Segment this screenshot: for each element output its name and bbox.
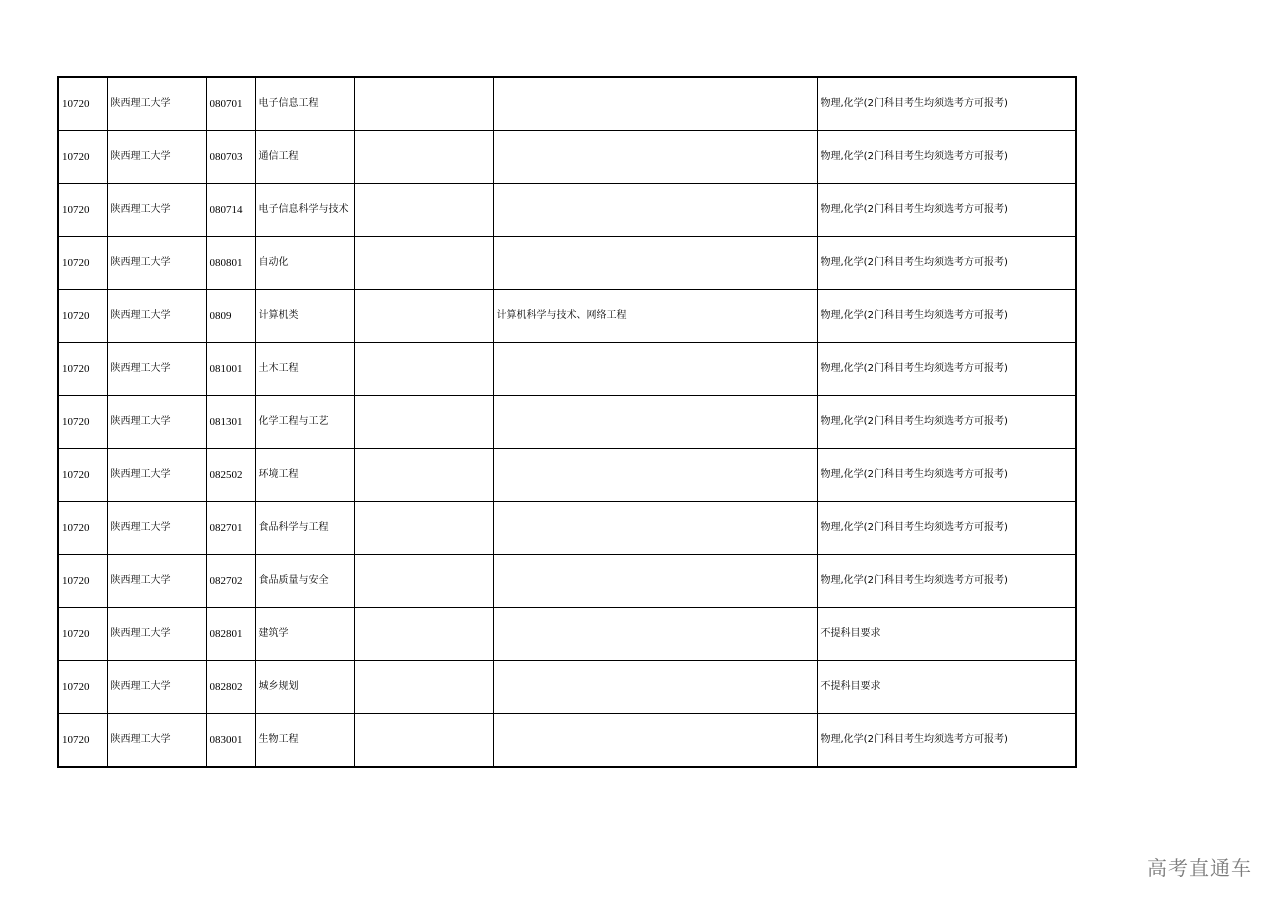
empty-cell: [354, 343, 493, 396]
subject-requirement-cell: 物理,化学(2门科目考生均须选考方可报考): [817, 396, 1076, 449]
empty-cell: [354, 608, 493, 661]
table-row: [58, 131, 1076, 184]
subject-requirement-cell: 不提科目要求: [817, 608, 1076, 661]
subject-requirement-cell: 物理,化学(2门科目考生均须选考方可报考): [817, 184, 1076, 237]
school-name-cell: 陕西理工大学: [107, 184, 206, 237]
school-name-cell: 陕西理工大学: [107, 343, 206, 396]
major-code-cell: 082502: [206, 449, 255, 502]
school-name-cell: 陕西理工大学: [107, 502, 206, 555]
included-majors-cell: [493, 131, 817, 184]
table-row: [58, 237, 1076, 290]
empty-cell: [354, 290, 493, 343]
empty-cell: [354, 661, 493, 714]
included-majors-cell: [493, 608, 817, 661]
school-name-cell: 陕西理工大学: [107, 714, 206, 768]
table-row: [58, 555, 1076, 608]
empty-cell: [354, 555, 493, 608]
school-code-cell: 10720: [58, 343, 107, 396]
major-name-cell: 食品质量与安全: [255, 555, 354, 608]
school-name-cell: 陕西理工大学: [107, 449, 206, 502]
school-code-cell: 10720: [58, 131, 107, 184]
major-code-cell: 083001: [206, 714, 255, 768]
included-majors-cell: [493, 714, 817, 768]
school-name-cell: 陕西理工大学: [107, 608, 206, 661]
major-code-cell: 082802: [206, 661, 255, 714]
major-code-cell: 081301: [206, 396, 255, 449]
subject-requirement-cell: 物理,化学(2门科目考生均须选考方可报考): [817, 502, 1076, 555]
table-body: [58, 77, 1076, 767]
major-code-cell: 081001: [206, 343, 255, 396]
school-code-cell: 10720: [58, 237, 107, 290]
included-majors-cell: 计算机科学与技术、网络工程: [493, 290, 817, 343]
subject-requirement-cell: 物理,化学(2门科目考生均须选考方可报考): [817, 77, 1076, 131]
subject-requirement-cell: 物理,化学(2门科目考生均须选考方可报考): [817, 449, 1076, 502]
major-name-cell: 通信工程: [255, 131, 354, 184]
table-row: [58, 343, 1076, 396]
included-majors-cell: [493, 502, 817, 555]
table-row: [58, 608, 1076, 661]
empty-cell: [354, 237, 493, 290]
watermark-text: 高考直通车: [1147, 856, 1252, 880]
included-majors-cell: [493, 343, 817, 396]
major-code-cell: 0809: [206, 290, 255, 343]
school-name-cell: 陕西理工大学: [107, 290, 206, 343]
included-majors-cell: [493, 184, 817, 237]
major-code-cell: 082801: [206, 608, 255, 661]
school-code-cell: 10720: [58, 661, 107, 714]
major-name-cell: 化学工程与工艺: [255, 396, 354, 449]
school-code-cell: 10720: [58, 714, 107, 768]
included-majors-cell: [493, 396, 817, 449]
included-majors-cell: [493, 661, 817, 714]
table-row: [58, 184, 1076, 237]
major-name-cell: 土木工程: [255, 343, 354, 396]
subject-requirement-cell: 不提科目要求: [817, 661, 1076, 714]
school-name-cell: 陕西理工大学: [107, 131, 206, 184]
major-name-cell: 城乡规划: [255, 661, 354, 714]
school-name-cell: 陕西理工大学: [107, 396, 206, 449]
major-code-cell: 082701: [206, 502, 255, 555]
major-name-cell: 生物工程: [255, 714, 354, 768]
subject-requirement-cell: 物理,化学(2门科目考生均须选考方可报考): [817, 131, 1076, 184]
empty-cell: [354, 396, 493, 449]
empty-cell: [354, 714, 493, 768]
subject-requirement-cell: 物理,化学(2门科目考生均须选考方可报考): [817, 237, 1076, 290]
table-row: [58, 714, 1076, 768]
school-name-cell: 陕西理工大学: [107, 77, 206, 131]
subject-requirement-cell: 物理,化学(2门科目考生均须选考方可报考): [817, 343, 1076, 396]
major-code-cell: 082702: [206, 555, 255, 608]
table-row: [58, 661, 1076, 714]
table-row: [58, 502, 1076, 555]
major-name-cell: 电子信息科学与技术: [255, 184, 354, 237]
major-name-cell: 环境工程: [255, 449, 354, 502]
included-majors-cell: [493, 237, 817, 290]
school-code-cell: 10720: [58, 77, 107, 131]
major-name-cell: 电子信息工程: [255, 77, 354, 131]
school-code-cell: 10720: [58, 449, 107, 502]
school-code-cell: 10720: [58, 396, 107, 449]
included-majors-cell: [493, 555, 817, 608]
empty-cell: [354, 502, 493, 555]
subject-requirement-cell: 物理,化学(2门科目考生均须选考方可报考): [817, 290, 1076, 343]
table-row: [58, 449, 1076, 502]
major-code-cell: 080701: [206, 77, 255, 131]
school-code-cell: 10720: [58, 184, 107, 237]
subject-requirement-cell: 物理,化学(2门科目考生均须选考方可报考): [817, 714, 1076, 768]
major-code-cell: 080714: [206, 184, 255, 237]
major-name-cell: 自动化: [255, 237, 354, 290]
school-name-cell: 陕西理工大学: [107, 555, 206, 608]
empty-cell: [354, 449, 493, 502]
major-name-cell: 建筑学: [255, 608, 354, 661]
major-name-cell: 食品科学与工程: [255, 502, 354, 555]
table-row: [58, 396, 1076, 449]
major-name-cell: 计算机类: [255, 290, 354, 343]
empty-cell: [354, 184, 493, 237]
school-code-cell: 10720: [58, 502, 107, 555]
school-code-cell: 10720: [58, 290, 107, 343]
major-requirements-table: [57, 76, 1077, 768]
school-name-cell: 陕西理工大学: [107, 661, 206, 714]
table-row: [58, 77, 1076, 131]
included-majors-cell: [493, 77, 817, 131]
school-code-cell: 10720: [58, 555, 107, 608]
school-code-cell: 10720: [58, 608, 107, 661]
major-code-cell: 080703: [206, 131, 255, 184]
school-name-cell: 陕西理工大学: [107, 237, 206, 290]
empty-cell: [354, 77, 493, 131]
included-majors-cell: [493, 449, 817, 502]
empty-cell: [354, 131, 493, 184]
major-code-cell: 080801: [206, 237, 255, 290]
table-row: [58, 290, 1076, 343]
subject-requirement-cell: 物理,化学(2门科目考生均须选考方可报考): [817, 555, 1076, 608]
